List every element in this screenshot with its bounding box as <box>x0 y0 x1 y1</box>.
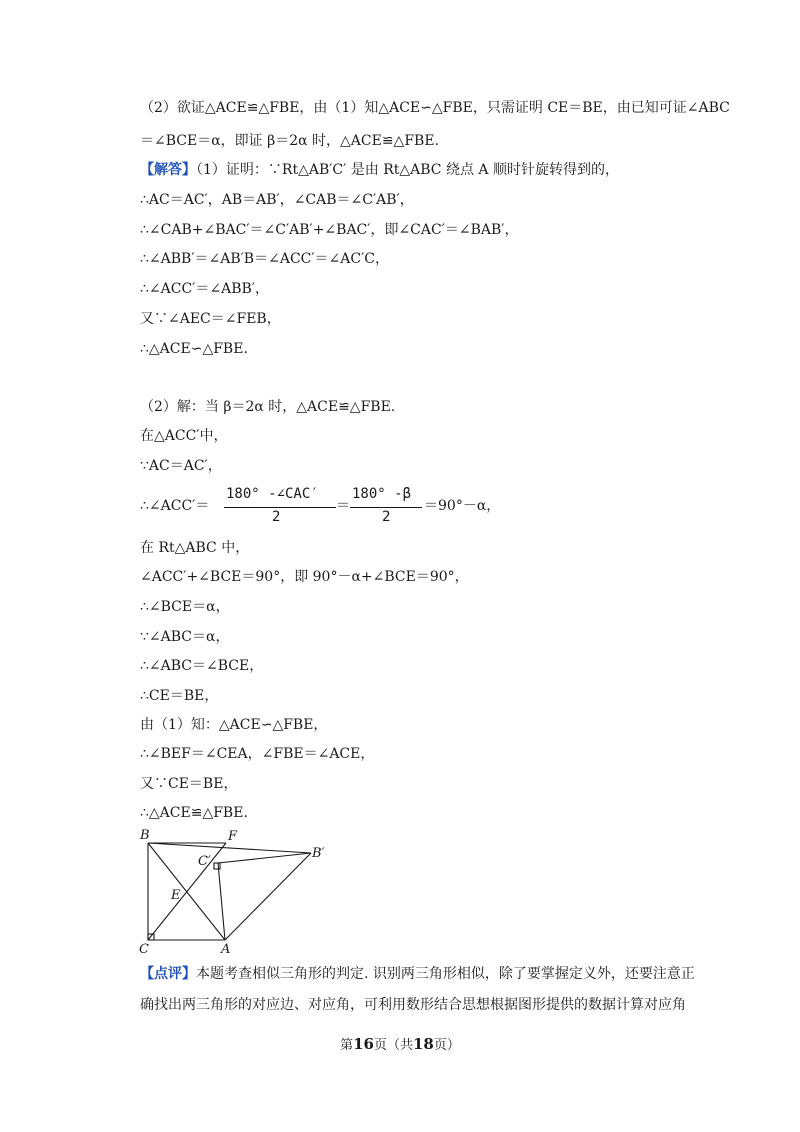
solution-line: ∴AC＝AC′，AB＝AB′，∠CAB＝∠C′AB′， <box>140 192 414 208</box>
comment-text: 本题考查相似三角形的判定. 识别两三角形相似，除了要掌握定义外，还要注意正 <box>196 966 695 982</box>
equation-suffix: ＝90°－α， <box>424 498 501 514</box>
solution-tag: 【解答】 <box>140 162 196 178</box>
label-e: E <box>171 888 181 903</box>
equation-prefix: ∴∠ACC′＝ <box>140 498 210 514</box>
solution-line: ∴CE＝BE， <box>140 688 219 704</box>
fraction-2-numerator: 180° -β <box>352 486 412 502</box>
fraction-1-bar <box>224 507 336 508</box>
solution-line: ∴∠BEF＝∠CEA，∠FBE＝∠ACE， <box>140 746 375 762</box>
fraction-1-denominator: 2 <box>272 509 281 525</box>
page-footer <box>0 1034 800 1053</box>
segment-a-b-prime <box>225 853 311 940</box>
analysis-line-2: ＝∠BCE＝α，即证 β＝2α 时，△ACE≌△FBE. <box>140 133 439 149</box>
label-a: A <box>221 942 231 956</box>
solution-line: ∠ACC′+∠BCE＝90°，即 90°－α+∠BCE＝90°， <box>140 569 469 585</box>
fraction-2-bar <box>350 507 422 508</box>
equation-equals: ＝ <box>336 498 350 514</box>
label-c: C <box>139 942 149 956</box>
comment-line-1 <box>140 964 695 984</box>
footer-page-number: 16 <box>353 1035 374 1053</box>
solution-line: ∴∠BCE＝α， <box>140 599 230 615</box>
segment-c-prime-b-prime <box>218 853 311 863</box>
label-c-prime: C′ <box>198 854 211 869</box>
solution-line: ∴△ACE≌△FBE. <box>140 805 248 821</box>
label-f: F <box>228 829 238 844</box>
segment-b-b-prime <box>148 843 311 853</box>
solution-line: 又∵CE＝BE， <box>140 776 238 792</box>
solution-line: ∴∠ACC′＝∠ABB′， <box>140 281 269 297</box>
right-angle-mark-c-prime <box>214 863 220 869</box>
solution-line: ∵∠ABC＝α， <box>140 629 230 645</box>
segment-a-c-prime <box>218 863 225 940</box>
solution-line: 在 Rt△ABC 中， <box>140 540 250 556</box>
footer-pre: 第 <box>340 1038 354 1053</box>
solution-line: ∴△ACE∽△FBE. <box>140 341 248 357</box>
comment-tag: 【点评】 <box>140 966 196 982</box>
label-b: B <box>140 828 150 843</box>
solution-line: 在△ACC′中， <box>140 428 228 444</box>
solution-line: （2）解：当 β＝2α 时，△ACE≌△FBE. <box>140 399 396 415</box>
solution-line-1 <box>140 160 619 180</box>
comment-line-2: 确找出两三角形的对应边、对应角，可利用数形结合思想根据图形提供的数据计算对应角 <box>140 997 686 1013</box>
solution-text: （1）证明：∵Rt△AB′C′ 是由 Rt△ABC 绕点 A 顺时针旋转得到的， <box>196 162 619 178</box>
solution-line: ∴∠CAB+∠BAC′＝∠C′AB′+∠BAC′，即∠CAC′＝∠BAB′， <box>140 222 519 238</box>
label-b-prime: B′ <box>312 846 325 861</box>
geometry-figure <box>134 826 334 956</box>
footer-mid: 页（共 <box>373 1038 413 1053</box>
solution-line: ∵AC＝AC′， <box>140 458 222 474</box>
analysis-line-1: （2）欲证△ACE≌△FBE，由（1）知△ACE∽△FBE，只需证明 CE＝BE，由已知可证∠ABC <box>140 100 730 116</box>
footer-total-pages: 18 <box>413 1035 434 1053</box>
fraction-2-denominator: 2 <box>382 509 391 525</box>
fraction-1-numerator: 180° -∠CAC′ <box>226 486 319 502</box>
solution-line: 又∵∠AEC＝∠FEB， <box>140 311 281 327</box>
solution-line: ∴∠ABC＝∠BCE， <box>140 658 264 674</box>
solution-line: 由（1）知：△ACE∽△FBE， <box>140 717 328 733</box>
solution-line: ∴∠ABB′＝∠AB′B＝∠ACC′＝∠AC′C， <box>140 251 389 267</box>
footer-post: 页） <box>433 1038 460 1053</box>
